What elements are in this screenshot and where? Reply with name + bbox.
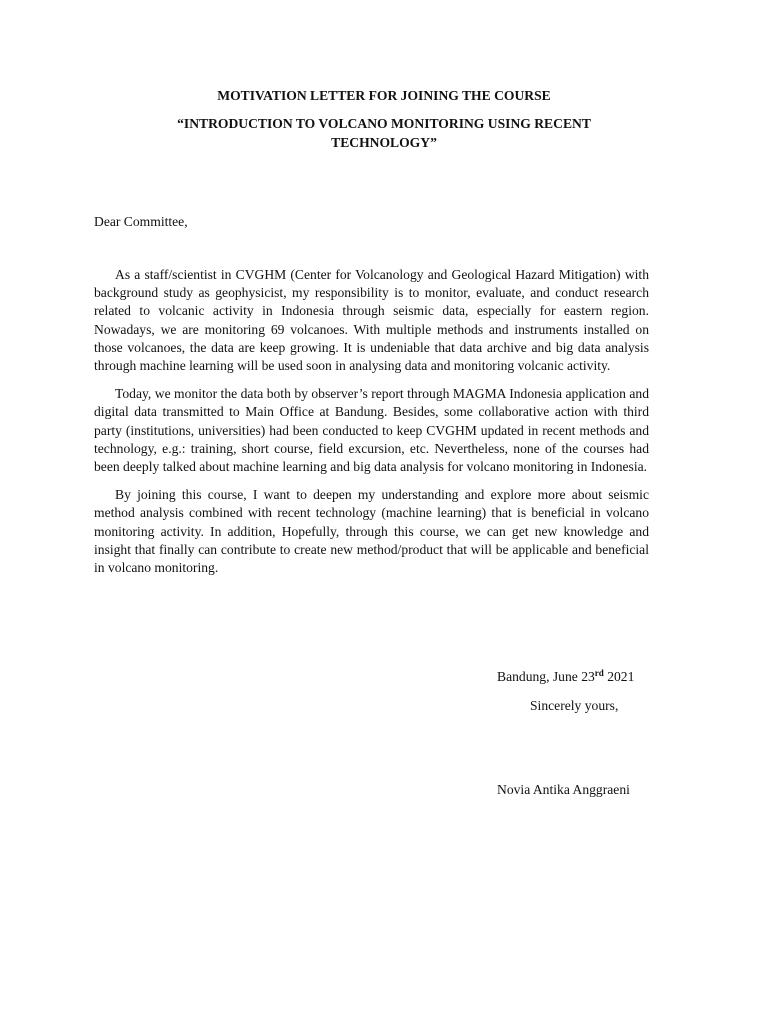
letter-title: MOTIVATION LETTER FOR JOINING THE COURSE xyxy=(217,88,551,103)
course-title: “INTRODUCTION TO VOLCANO MONITORING USING RECENT TECHNOLOGY” xyxy=(177,116,591,150)
body-paragraph-2: Today, we monitor the data both by observer’s report through MAGMA Indonesia application and digital data transmitted to Main Office at Bandung. Besides, some collaborative action with third party (institutions, universities) had been conducted to keep CVGHM updated in recent methods and technology, e.g.: training, short course, field excursion, etc. Nevertheless, none of the courses had been deeply talked about machine learning and big data analysis for volcano monitoring in Indonesia. xyxy=(94,386,649,475)
place-date xyxy=(497,668,634,686)
body-paragraph-3: By joining this course, I want to deepen my understanding and explore more about seismic method analysis combined with recent technology (machine learning) that is beneficial in volcano monitoring activity. In addition, Hopefully, through this course, we can get new knowledge and insight that finally can contribute to create new method/product that will be applicable and beneficial in volcano monitoring. xyxy=(94,487,649,576)
signer-name: Novia Antika Anggraeni xyxy=(497,782,630,797)
salutation: Dear Committee, xyxy=(94,214,188,229)
place-date-year: 2021 xyxy=(603,669,635,684)
sign-off: Sincerely yours, xyxy=(530,698,619,713)
date-ordinal-suffix: rd xyxy=(594,668,604,678)
place-date-prefix: Bandung, June 23 xyxy=(497,669,595,684)
letter-body xyxy=(94,266,649,587)
body-paragraph-1: As a staff/scientist in CVGHM (Center for Volcanology and Geological Hazard Mitigation) with background study as geophysicist, my responsibility is to monitor, evaluate, and conduct research related to volcanic activity in Indonesia through seismic data, especially for eastern region. Nowadays, we are monitoring 69 volcanoes. With multiple methods and instruments installed on those volcanoes, the data are keep growing. It is undeniable that data archive and big data analysis through machine learning will be used soon in analysing data and monitoring volcanic activity. xyxy=(94,267,649,374)
